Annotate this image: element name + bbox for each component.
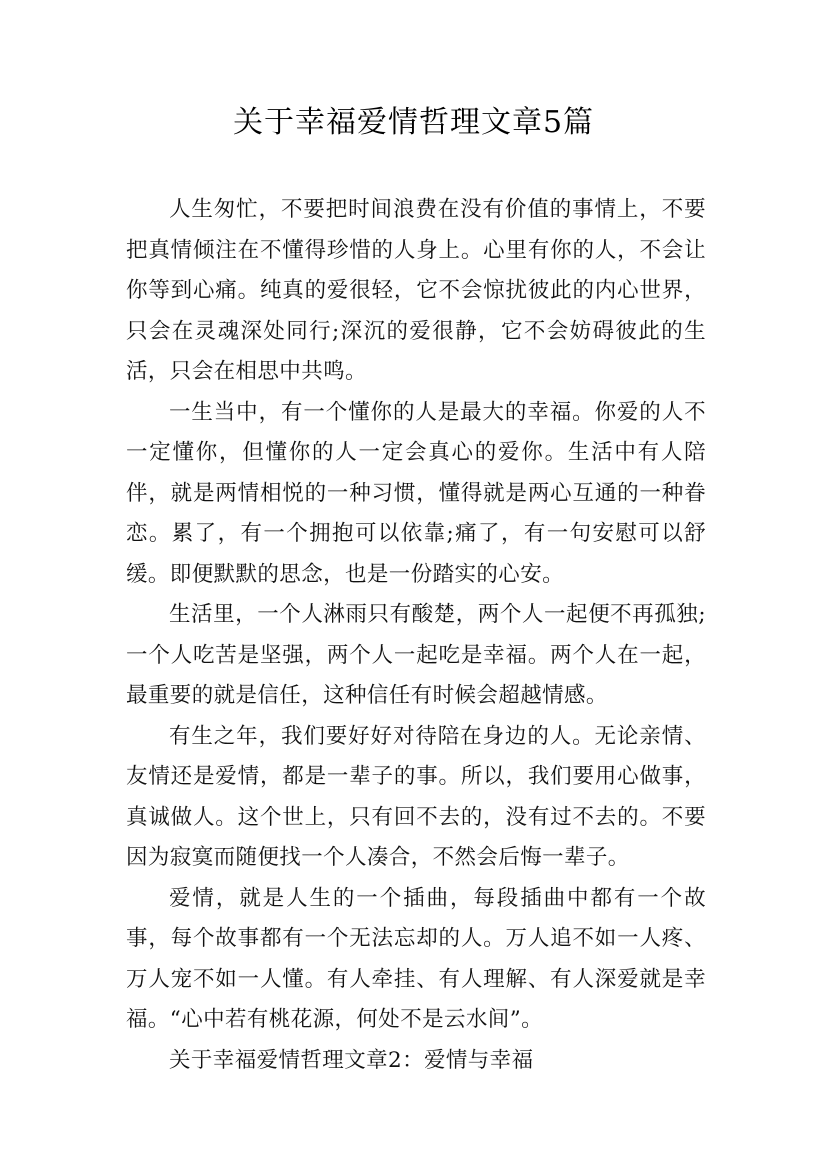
paragraph: 生活里，一个人淋雨只有酸楚，两个人一起便不再孤独;一个人吃苦是坚强，两个人一起吃是幸福。两个人在一起，最重要的就是信任，这种信任有时候会超越情感。 (126, 602, 706, 708)
section-heading: 关于幸福爱情哲理文章2：爱情与幸福 (169, 1047, 534, 1073)
paragraph: 一生当中，有一个懂你的人是最大的幸福。你爱的人不一定懂你，但懂你的人一定会真心的爱你。生活中有人陪伴，就是两情相悦的一种习惯，懂得就是两心互通的一种眷恋。累了，有一个拥抱可以依靠;痛了，有一句安慰可以舒缓。即便默默的思念，也是一份踏实的心安。 (126, 399, 706, 587)
paragraph: 爱情，就是人生的一个插曲，每段插曲中都有一个故事，每个故事都有一个无法忘却的人。万人追不如一人疼、万人宠不如一人懂。有人牵挂、有人理解、有人深爱就是幸福。“心中若有桃花源，何处不是云水间”。 (126, 885, 706, 1032)
paragraph: 人生匆忙，不要把时间浪费在没有价值的事情上，不要把真情倾注在不懂得珍惜的人身上。心里有你的人，不会让你等到心痛。纯真的爱很轻，它不会惊扰彼此的内心世界，只会在灵魂深处同行;深沉的爱很静，它不会妨碍彼此的生活，只会在相思中共鸣。 (126, 197, 706, 384)
document-body (126, 190, 706, 1081)
document-title: 关于幸福爱情哲理文章5篇 (232, 105, 595, 140)
paragraph: 有生之年，我们要好好对待陪在身边的人。无论亲情、友情还是爱情，都是一辈子的事。所以，我们要用心做事，真诚做人。这个世上，只有回不去的，没有过不去的。不要因为寂寞而随便找一个人凑合，不然会后悔一辈子。 (126, 723, 706, 870)
